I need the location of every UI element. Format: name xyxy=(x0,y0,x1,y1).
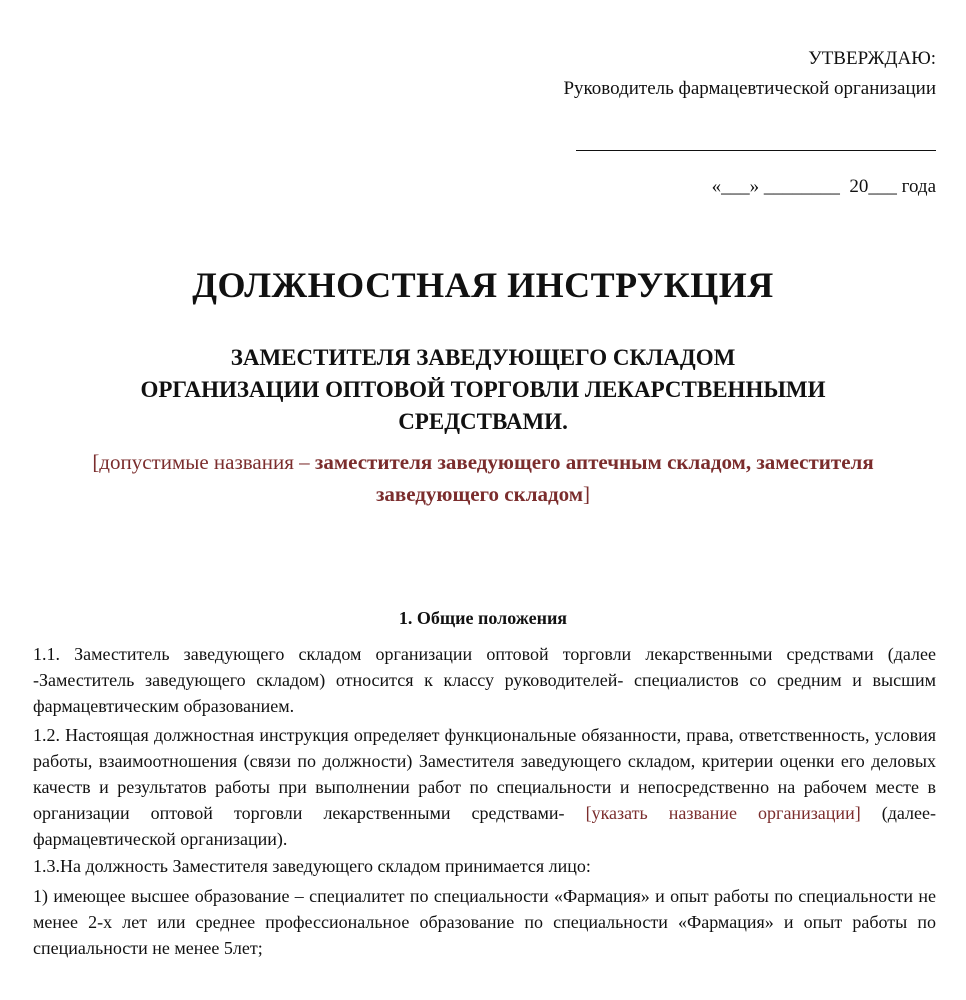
document-title: ДОЛЖНОСТНАЯ ИНСТРУКЦИЯ xyxy=(192,265,774,305)
approval-date-line: «___» ________ 20___ года xyxy=(711,176,936,197)
section-heading-general: 1. Общие положения xyxy=(398,608,568,628)
paragraph-1-2-text: 1.2. Настоящая должностная инструкция определяет функциональные обязанности, права, ответственность, условия работы, взаимоотношения (связи по должности) Заместителя заведующего складом, критерии оценки его деловых качеств и результатов работы при выполнении работ по специальности и непосредственно на рабочем месте в организации оптовой торговли лекарственными средствами- xyxy=(33,725,936,823)
approval-role: Руководитель фармацевтической организации xyxy=(563,78,936,99)
allowed-names-prefix: [допустимые названия – xyxy=(92,450,315,474)
allowed-names-note xyxy=(40,446,926,510)
paragraph-1-3: 1.3.На должность Заместителя заведующего складом принимается лицо: xyxy=(33,856,591,877)
paragraph-1-3-item-1: 1) имеющее высшее образование – специалитет по специальности «Фармация» и опыт работы по специальности не менее 2-х лет или среднее профессиональное образование по специальности «Фармация» и опыт работы по специальности не менее 5лет; xyxy=(33,886,936,958)
approval-label: УТВЕРЖДАЮ: xyxy=(808,48,936,69)
subtitle-line-1: ЗАМЕСТИТЕЛЯ ЗАВЕДУЮЩЕГО СКЛАДОМ xyxy=(230,345,736,370)
allowed-names-list: заместителя заведующего аптечным складом, заместителя заведующего складом xyxy=(314,450,874,506)
subtitle-line-3: СРЕДСТВАМИ. xyxy=(398,409,568,434)
organization-name-placeholder: [указать название организации] xyxy=(585,802,861,823)
approval-block xyxy=(563,44,936,104)
section-body-general xyxy=(33,642,936,966)
signature-line xyxy=(576,150,936,151)
paragraph-1-1: 1.1. Заместитель заведующего складом организации оптовой торговли лекарственными средствами (далее -Заместитель заведующего складом) относится к классу руководителей- специалистов со средним и высшим фармацевтическим образованием. xyxy=(33,644,936,716)
document-subtitle xyxy=(40,342,926,438)
paragraph-1-2 xyxy=(33,723,936,852)
paragraph-1-2-end: (далее-фармацевтической организации). xyxy=(33,802,936,849)
allowed-names-suffix: ] xyxy=(583,482,591,506)
subtitle-line-2: ОРГАНИЗАЦИИ ОПТОВОЙ ТОРГОВЛИ ЛЕКАРСТВЕННЫМИ xyxy=(140,377,826,402)
